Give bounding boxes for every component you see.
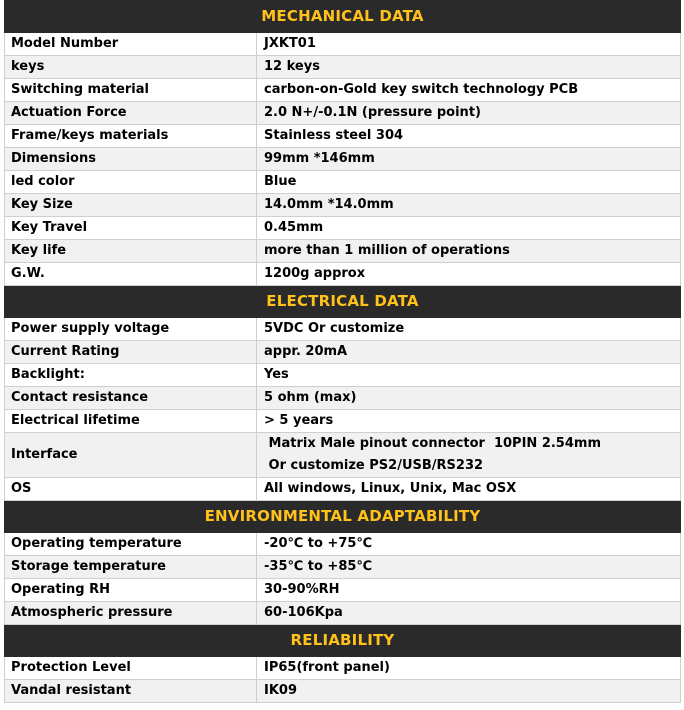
row-label: Frame/keys materials	[5, 125, 257, 148]
row-value: -20℃ to +75℃	[257, 533, 681, 556]
table-row	[5, 364, 681, 387]
table-row	[5, 556, 681, 579]
row-value: > 5 years	[257, 410, 681, 433]
row-value: appr. 20mA	[257, 341, 681, 364]
row-value: 1200g approx	[257, 263, 681, 286]
table-row	[5, 657, 681, 680]
table-row	[5, 171, 681, 194]
table-row	[5, 79, 681, 102]
table-row	[5, 433, 681, 478]
row-value: IP65(front panel)	[257, 657, 681, 680]
row-value: Yes	[257, 364, 681, 387]
row-value: 60-106Kpa	[257, 602, 681, 625]
row-value: IK09	[257, 680, 681, 703]
row-value: 5VDC Or customize	[257, 318, 681, 341]
table-row	[5, 579, 681, 602]
table-row	[5, 194, 681, 217]
table-row	[5, 533, 681, 556]
row-value: 2.0 N+/-0.1N (pressure point)	[257, 102, 681, 125]
table-row	[5, 263, 681, 286]
row-label: Current Rating	[5, 341, 257, 364]
row-label: Storage temperature	[5, 556, 257, 579]
row-label: OS	[5, 478, 257, 501]
row-value: carbon-on-Gold key switch technology PCB	[257, 79, 681, 102]
section-header-electrical	[5, 286, 681, 318]
row-label: Power supply voltage	[5, 318, 257, 341]
section-title: ENVIRONMENTAL ADAPTABILITY	[5, 501, 681, 533]
section-header-mechanical	[5, 1, 681, 33]
row-value-line-1: Matrix Male pinout connector 10PIN 2.54mm	[264, 436, 601, 451]
table-row	[5, 240, 681, 263]
row-value: 99mm *146mm	[257, 148, 681, 171]
row-label: Atmospheric pressure	[5, 602, 257, 625]
table-row	[5, 478, 681, 501]
section-header-reliability	[5, 625, 681, 657]
row-value: Stainless steel 304	[257, 125, 681, 148]
row-label: Interface	[5, 433, 257, 478]
section-header-environmental	[5, 501, 681, 533]
row-value: 14.0mm *14.0mm	[257, 194, 681, 217]
row-label: Model Number	[5, 33, 257, 56]
table-row	[5, 387, 681, 410]
spec-table	[4, 0, 681, 703]
row-label: Contact resistance	[5, 387, 257, 410]
row-value: Blue	[257, 171, 681, 194]
row-label: Electrical lifetime	[5, 410, 257, 433]
row-label: Dimensions	[5, 148, 257, 171]
table-row	[5, 410, 681, 433]
row-label: Key Size	[5, 194, 257, 217]
row-label: Vandal resistant	[5, 680, 257, 703]
section-title: ELECTRICAL DATA	[5, 286, 681, 318]
section-title: RELIABILITY	[5, 625, 681, 657]
table-row	[5, 217, 681, 240]
row-value: 0.45mm	[257, 217, 681, 240]
row-value: 30-90%RH	[257, 579, 681, 602]
row-label: Backlight:	[5, 364, 257, 387]
row-label: led color	[5, 171, 257, 194]
table-row	[5, 680, 681, 703]
table-row	[5, 318, 681, 341]
row-label: Actuation Force	[5, 102, 257, 125]
row-label: Key Travel	[5, 217, 257, 240]
row-value: more than 1 million of operations	[257, 240, 681, 263]
row-value-line-2: Or customize PS2/USB/RS232	[264, 458, 484, 473]
row-label: keys	[5, 56, 257, 79]
row-label: Switching material	[5, 79, 257, 102]
row-value: All windows, Linux, Unix, Mac OSX	[257, 478, 681, 501]
row-value	[257, 433, 681, 478]
row-label: Key life	[5, 240, 257, 263]
section-title: MECHANICAL DATA	[5, 1, 681, 33]
row-value: JXKT01	[257, 33, 681, 56]
row-label: Operating temperature	[5, 533, 257, 556]
table-row	[5, 341, 681, 364]
table-row	[5, 148, 681, 171]
table-row	[5, 56, 681, 79]
row-label: Operating RH	[5, 579, 257, 602]
table-row	[5, 125, 681, 148]
row-value: 12 keys	[257, 56, 681, 79]
row-label: Protection Level	[5, 657, 257, 680]
table-row	[5, 602, 681, 625]
row-value: -35℃ to +85℃	[257, 556, 681, 579]
table-row	[5, 102, 681, 125]
table-row	[5, 33, 681, 56]
row-label: G.W.	[5, 263, 257, 286]
row-value: 5 ohm (max)	[257, 387, 681, 410]
